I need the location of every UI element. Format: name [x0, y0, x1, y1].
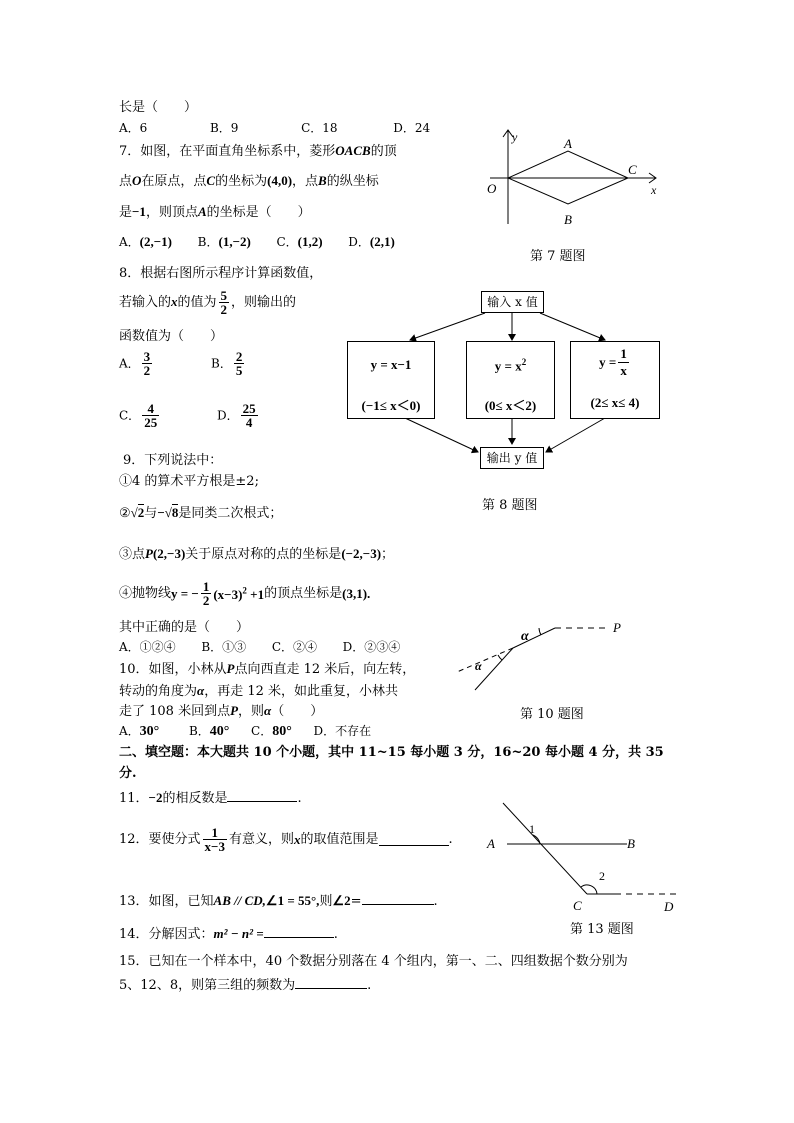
q7-line1: 7．如图，在平面直角坐标系中，菱形OACB的顶 [119, 143, 397, 159]
arrow-right-output [546, 418, 605, 452]
q9-question: 其中正确的是（ ） [119, 620, 250, 635]
label-b: B [564, 212, 572, 227]
label-p: P [613, 620, 621, 635]
arrow-input-left [410, 313, 485, 340]
label-a: A [487, 836, 495, 851]
q8-line1: 8．根据右图所示程序计算函数值， [119, 266, 323, 281]
q13-caption: 第 13 题图 [570, 922, 634, 937]
q7-option-a: (2,−1) [139, 234, 172, 249]
q10-caption: 第 10 题图 [520, 707, 584, 722]
q13: 13．如图，已知AB // CD,∠1 = 55°,则∠2= . [119, 893, 438, 909]
q8-line3: 函数值为（ ） [119, 329, 224, 344]
angle-arc-2 [498, 655, 502, 660]
q10-option-d: D．不存在 [313, 724, 372, 738]
dashed-extension [457, 648, 513, 672]
label-c: C [573, 898, 582, 913]
segment-1 [513, 628, 555, 648]
section2-heading-line1: 二、填空题：本大题共 10 个小题，其中 11~15 每小题 3 分，16~20 每小题 4 分，共 35 [119, 745, 664, 760]
q7-line2: 点O在原点，点C的坐标为(4,0)，点B的纵坐标 [119, 173, 379, 189]
q9-line1: 9．下列说法中： [123, 453, 223, 468]
q7-caption: 第 7 题图 [530, 249, 586, 264]
label-2: 2 [599, 869, 605, 883]
q14-answer-blank[interactable] [264, 925, 334, 938]
q6-option-a: A．6 [119, 121, 148, 135]
label-c: C [628, 162, 637, 177]
q7-figure-rhombus [480, 128, 670, 233]
q9-statement-3: ③点P(2,−3)关于原点对称的点的坐标是(−2,−3)； [119, 546, 395, 562]
q8-line2: 若输入的x的值为 $\frac{5}{2}$ ，则输出的 [119, 288, 297, 317]
label-y: y [512, 130, 518, 144]
q6-options [119, 122, 430, 134]
q15-answer-blank[interactable] [295, 976, 367, 989]
label-b: B [627, 836, 635, 851]
flow-box-3-range: (2≤ x≤ 4) [590, 395, 640, 410]
q10-option-a: 30° [139, 724, 160, 739]
q10-line2: 转动的角度为α，再走 12 米，如此重复，小林共 [119, 683, 399, 699]
flow-box-1 [347, 341, 435, 419]
q9-option-b: B．①③ [201, 640, 247, 654]
q8-option-a: A． $\frac{3}{2}$ [119, 349, 151, 378]
flow-input-box: 输入 x 值 [481, 291, 544, 313]
q8-option-d: D． $\frac{25}{4}$ [217, 401, 256, 430]
q14: 14．分解因式：m² − n² = . [119, 926, 338, 942]
flow-box-2-range: (0≤ x＜2) [484, 398, 537, 413]
q9-option-d: D．②③④ [342, 640, 401, 654]
flow-box-2-fn: $y = x^2$ [494, 357, 527, 374]
flow-box-2 [466, 341, 555, 419]
flow-output-box: 输出 y 值 [480, 447, 544, 469]
q7-option-b: (1,−2) [218, 234, 251, 249]
q11: 11．−2的相反数是 . [119, 790, 302, 806]
label-d: D [664, 899, 674, 914]
q7-options: A．(2,−1) B．(1,−2) C．(1,2) D．(2,1) [119, 234, 395, 249]
label-a: A [564, 136, 572, 151]
q15-line2: 5、12、8，则第三组的频数为 . [119, 978, 372, 993]
q7-option-c: (1,2) [297, 234, 323, 249]
q6-option-b: B．9 [209, 121, 239, 135]
q6-option-d: D．24 [393, 121, 431, 135]
flow-box-1-range: (−1≤ x＜0) [361, 398, 421, 413]
q13-figure-parallel-lines [485, 798, 685, 916]
q10-options: A．30° B．40° C．80° D．不存在 [119, 724, 372, 739]
arrow-left-output [405, 418, 478, 452]
q10-line3: 走了 108 米回到点P，则α（ ） [119, 703, 324, 719]
q6-stem-tail: 长是（ ） [119, 100, 198, 115]
q7-line3: 是−1，则顶点A的坐标是（ ） [119, 204, 311, 220]
q7-shape: OACB [335, 143, 371, 158]
q10-line1: 10．如图，小林从P点向西直走 12 米后，向左转， [119, 661, 416, 677]
label-alpha-1: α [521, 629, 529, 644]
q15-line1: 15．已知在一个样本中，40 个数据分别落在 4 个组内，第一、二、四组数据个数分别为 [119, 954, 628, 969]
q9-option-a: A．①②④ [119, 640, 176, 654]
q13-answer-blank[interactable] [362, 892, 434, 905]
label-x: x [651, 183, 657, 197]
q6-option-c: C．18 [301, 121, 338, 135]
q7-coord-c: (4,0) [267, 173, 293, 188]
flow-box-1-fn: y = x−1 [370, 357, 412, 372]
flow-box-3-fn: y = $\frac{1}{x}$ [599, 346, 627, 378]
q8-caption: 第 8 题图 [482, 498, 538, 513]
arrow-input-right [540, 313, 605, 340]
q12-answer-blank[interactable] [379, 833, 449, 846]
label-alpha-2: α [475, 659, 482, 673]
angle-arc-1 [539, 628, 541, 635]
q10-option-b: 40° [209, 724, 230, 739]
q9-statement-1: ①4 的算术平方根是±2; [119, 474, 259, 489]
q9-option-c: C．②④ [271, 640, 317, 654]
section2-heading-line2: 分. [119, 766, 137, 781]
q11-answer-blank[interactable] [227, 789, 297, 802]
q12: 12．要使分式 $\frac{1}{x-3}$ 有意义，则x的取值范围是 . [119, 825, 453, 854]
label-o: O [487, 181, 497, 196]
q10-option-c: 80° [272, 724, 292, 739]
q10-figure-path [455, 615, 635, 695]
q8-option-b: B． $\frac{2}{5}$ [211, 349, 243, 378]
q9-statement-2: ②√2与−√8是同类二次根式； [119, 505, 283, 521]
q7-option-d: (2,1) [369, 234, 395, 249]
q8-input-fraction: $\frac{5}{2}$ [220, 288, 228, 317]
q9-statement-4: ④抛物线y = − $\frac{1}{2}$ $(x-3)^2 +1$的顶点坐标是(3,1). [119, 579, 371, 608]
transversal [503, 803, 587, 894]
flow-box-3 [570, 341, 660, 419]
label-1: 1 [529, 822, 535, 836]
q9-options [119, 641, 400, 653]
q8-option-c: C． $\frac{4}{25}$ [119, 401, 158, 430]
